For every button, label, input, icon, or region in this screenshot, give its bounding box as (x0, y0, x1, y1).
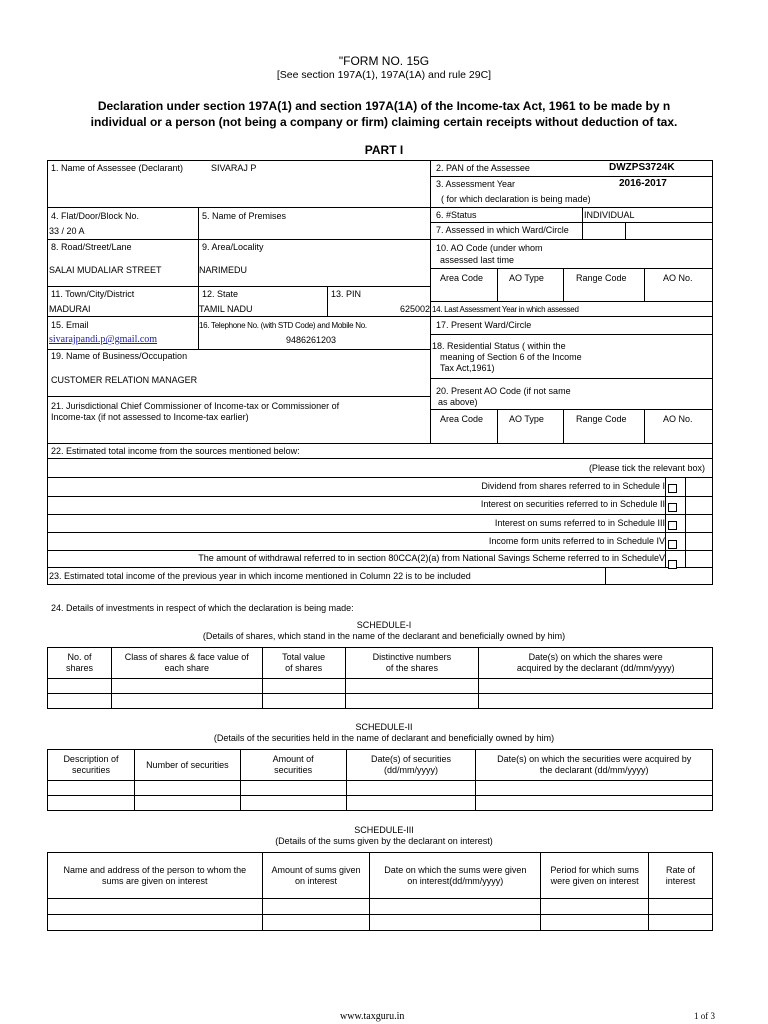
field-17-label: 17. Present Ward/Circle (436, 320, 532, 330)
schedule-3-cell[interactable] (649, 915, 713, 931)
declaration-title-line1: Declaration under section 197A(1) and section 197A(1A) of the Income-tax Act, 1961 to be made by n (97, 99, 671, 113)
divider (497, 409, 498, 444)
field-13-value[interactable]: 625002 (399, 304, 430, 314)
field-2-label: 2. PAN of the Assessee (436, 163, 530, 173)
schedule-1-table (47, 647, 713, 709)
declaration-title-line2: individual or a person (not being a company or firm) claiming certain receipts without deduction of tax. (90, 115, 678, 129)
schedule-3-title: SCHEDULE-III (354, 825, 414, 835)
ao-no-header: AO No. (663, 273, 693, 283)
divider (47, 514, 713, 515)
schedule-2-header: Amount of securities (240, 750, 346, 781)
footer-page-number: 1 of 3 (694, 1011, 715, 1021)
field-12-value[interactable]: TAMIL NADU (199, 304, 253, 314)
schedule-3-header: Period for which sums were given on interest (541, 853, 649, 899)
source-dividend-checkbox[interactable] (668, 484, 677, 493)
schedule-2-cell[interactable] (476, 781, 713, 796)
divider (497, 268, 498, 301)
schedule-2-cell[interactable] (476, 796, 713, 811)
field-22-label: 22. Estimated total income from the sources mentioned below: (51, 446, 300, 456)
schedule-3-cell[interactable] (541, 899, 649, 915)
ao2-no-header: AO No. (663, 414, 693, 424)
schedule-1-title: SCHEDULE-I (356, 620, 412, 630)
schedule-3-header: Rate of interest (649, 853, 713, 899)
schedule-2-table (47, 749, 713, 811)
divider (563, 409, 564, 444)
divider (430, 268, 713, 269)
schedule-2-cell[interactable] (48, 781, 135, 796)
divider (430, 409, 713, 410)
divider (47, 286, 431, 287)
divider (430, 378, 713, 379)
field-8-label: 8. Road/Street/Lane (51, 242, 132, 252)
source-sums-checkbox[interactable] (668, 521, 677, 530)
source-securities-interest: Interest on securities referred to in Schedule II (480, 499, 665, 509)
source-nss-withdrawal: The amount of withdrawal referred to in section 80CCA(2)(a) from National Savings Scheme referred to in ScheduleV (198, 553, 665, 563)
schedule-3-cell[interactable] (370, 899, 541, 915)
form-section-reference: [See section 197A(1), 197A(1A) and rule 29C] (276, 69, 492, 81)
schedule-2-subtitle: (Details of the securities held in the name of declarant and beneficially owned by him) (213, 733, 555, 743)
field-8-value[interactable]: SALAI MUDALIAR STREET (49, 265, 162, 275)
schedule-1-cell[interactable] (262, 679, 345, 694)
divider (47, 477, 713, 478)
divider (665, 477, 666, 567)
schedule-1-cell[interactable] (345, 679, 479, 694)
divider (430, 160, 431, 444)
divider (47, 239, 431, 240)
divider (644, 268, 645, 301)
schedule-2-cell[interactable] (134, 781, 240, 796)
field-18-label-line2: meaning of Section 6 of the Income (440, 352, 582, 362)
schedule-3-table (47, 852, 713, 931)
field-16-value[interactable]: 9486261203 (286, 335, 337, 345)
schedule-1-cell[interactable] (48, 694, 112, 709)
divider (47, 349, 431, 350)
divider (327, 286, 328, 316)
field-15-label: 15. Email (51, 320, 89, 330)
schedule-2-cell[interactable] (134, 796, 240, 811)
source-securities-checkbox[interactable] (668, 503, 677, 512)
schedule-2-title: SCHEDULE-II (355, 722, 413, 732)
field-5-label: 5. Name of Premises (202, 211, 287, 221)
schedule-2-header: Date(s) of securities (dd/mm/yyyy) (346, 750, 476, 781)
source-units-income: Income form units referred to in Schedule IV (488, 536, 665, 546)
field-15-value[interactable]: sivarajpandi.p@gmail.com (49, 334, 158, 345)
ao-range-code-header: Range Code (576, 273, 627, 283)
field-21-label-line2: Income-tax (if not assessed to Income-tax earlier) (51, 412, 249, 422)
divider (625, 222, 626, 239)
schedule-3-cell[interactable] (649, 899, 713, 915)
field-6-label: 6. #Status (436, 210, 477, 220)
field-9-label: 9. Area/Locality (202, 242, 264, 252)
divider (47, 396, 431, 397)
field-24-label: 24. Details of investments in respect of which the declaration is being made: (51, 603, 354, 613)
field-9-value[interactable]: NARIMEDU (199, 265, 248, 275)
divider (430, 176, 713, 177)
field-18-label-line1: 18. Residential Status ( within the (432, 341, 566, 351)
field-11-label: 11. Town/City/District (51, 289, 135, 299)
divider (430, 316, 713, 317)
divider (605, 567, 606, 585)
ao-type-header: AO Type (509, 273, 544, 283)
schedule-1-cell[interactable] (262, 694, 345, 709)
divider (430, 222, 713, 223)
divider (47, 316, 431, 317)
schedule-3-header: Name and address of the person to whom the sums are given on interest (48, 853, 263, 899)
ao2-range-code-header: Range Code (576, 414, 627, 424)
schedule-2-cell[interactable] (346, 796, 476, 811)
divider (47, 496, 713, 497)
schedule-1-header: No. of shares (48, 648, 112, 679)
schedule-3-cell[interactable] (48, 899, 263, 915)
divider (582, 207, 583, 239)
divider (47, 532, 713, 533)
schedule-1-subtitle: (Details of shares, which stand in the name of the declarant and beneficially owned by him) (202, 631, 566, 641)
form-number: "FORM NO. 15G (338, 54, 430, 68)
schedule-2-cell[interactable] (346, 781, 476, 796)
field-23-label: 23. Estimated total income of the previous year in which income mentioned in Column 22 is to be included (49, 571, 471, 581)
field-11-value[interactable]: MADURAI (49, 304, 91, 314)
field-10-label-line2: assessed last time (440, 255, 515, 265)
source-units-checkbox[interactable] (668, 540, 677, 549)
divider (47, 550, 713, 551)
field-19-value[interactable]: CUSTOMER RELATION MANAGER (51, 375, 198, 385)
field-1-value[interactable]: SIVARAJ P (211, 163, 257, 173)
field-6-value[interactable]: INDIVIDUAL (584, 210, 635, 220)
footer-site-link[interactable]: www.taxguru.in (340, 1011, 405, 1022)
divider (430, 301, 713, 302)
schedule-1-header: Distinctive numbers of the shares (345, 648, 479, 679)
divider (47, 567, 713, 568)
schedule-2-header: Date(s) on which the securities were acquired by the declarant (dd/mm/yyyy) (476, 750, 713, 781)
schedule-2-header: Description of securities (48, 750, 135, 781)
source-nss-checkbox[interactable] (668, 560, 677, 569)
schedule-1-header: Date(s) on which the shares were acquired by the declarant (dd/mm/yyyy) (479, 648, 713, 679)
field-20-label-line2: as above) (438, 397, 478, 407)
schedule-3-subtitle: (Details of the sums given by the declarant on interest) (275, 836, 493, 846)
divider (563, 268, 564, 301)
schedule-3-cell[interactable] (262, 915, 370, 931)
schedule-1-header: Total value of shares (262, 648, 345, 679)
part-title: PART I (364, 143, 404, 157)
field-3-value[interactable]: 2016-2017 (619, 178, 667, 189)
tick-note: (Please tick the relevant box) (588, 463, 705, 473)
ao2-area-code-header: Area Code (440, 414, 484, 424)
divider (430, 239, 713, 240)
divider (47, 458, 713, 459)
schedule-2-header: Number of securities (134, 750, 240, 781)
ao2-type-header: AO Type (509, 414, 544, 424)
schedule-3-cell[interactable] (48, 915, 263, 931)
schedule-1-cell[interactable] (111, 694, 262, 709)
source-sums-interest: Interest on sums referred to in Schedule III (494, 518, 665, 528)
field-4-value[interactable]: 33 / 20 A (49, 226, 85, 236)
field-14-label: 14. Last Assessment Year in which assessed (432, 305, 579, 314)
divider (430, 207, 713, 208)
field-3-note: ( for which declaration is being made) (441, 194, 591, 204)
field-1-label: 1. Name of Assessee (Declarant) (51, 163, 184, 173)
schedule-3-cell[interactable] (541, 915, 649, 931)
schedule-2-cell[interactable] (240, 781, 346, 796)
divider (685, 477, 686, 567)
schedule-2-cell[interactable] (48, 796, 135, 811)
field-16-label: 16. Telephone No. (with STD Code) and Mobile No. (199, 321, 367, 330)
divider (430, 334, 713, 335)
schedule-2-cell[interactable] (240, 796, 346, 811)
field-18-label-line3: Tax Act,1961) (440, 363, 495, 373)
schedule-3-header: Date on which the sums were given on interest(dd/mm/yyyy) (370, 853, 541, 899)
field-13-label: 13. PIN (331, 289, 362, 299)
schedule-1-cell[interactable] (479, 679, 713, 694)
field-19-label: 19. Name of Business/Occupation (51, 351, 188, 361)
divider (47, 207, 431, 208)
divider (644, 409, 645, 444)
schedule-1-header: Class of shares & face value of each share (111, 648, 262, 679)
schedule-1-cell[interactable] (345, 694, 479, 709)
schedule-3-cell[interactable] (370, 915, 541, 931)
field-12-label: 12. State (202, 289, 239, 299)
schedule-1-cell[interactable] (479, 694, 713, 709)
ao-area-code-header: Area Code (440, 273, 484, 283)
field-21-label-line1: 21. Jurisdictional Chief Commissioner of Income-tax or Commissioner of (51, 401, 340, 411)
field-10-label-line1: 10. AO Code (under whom (436, 243, 543, 253)
field-20-label-line1: 20. Present AO Code (if not same (436, 386, 571, 396)
field-2-value[interactable]: DWZPS3724K (609, 162, 675, 173)
schedule-3-header: Amount of sums given on interest (262, 853, 370, 899)
divider (47, 443, 713, 444)
schedule-3-cell[interactable] (262, 899, 370, 915)
schedule-1-cell[interactable] (111, 679, 262, 694)
field-7-label: 7. Assessed in which Ward/Circle (436, 225, 569, 235)
field-4-label: 4. Flat/Door/Block No. (51, 211, 140, 221)
source-dividend: Dividend from shares referred to in Schedule I (481, 481, 665, 491)
field-3-label: 3. Assessment Year (436, 179, 516, 189)
schedule-1-cell[interactable] (48, 679, 112, 694)
